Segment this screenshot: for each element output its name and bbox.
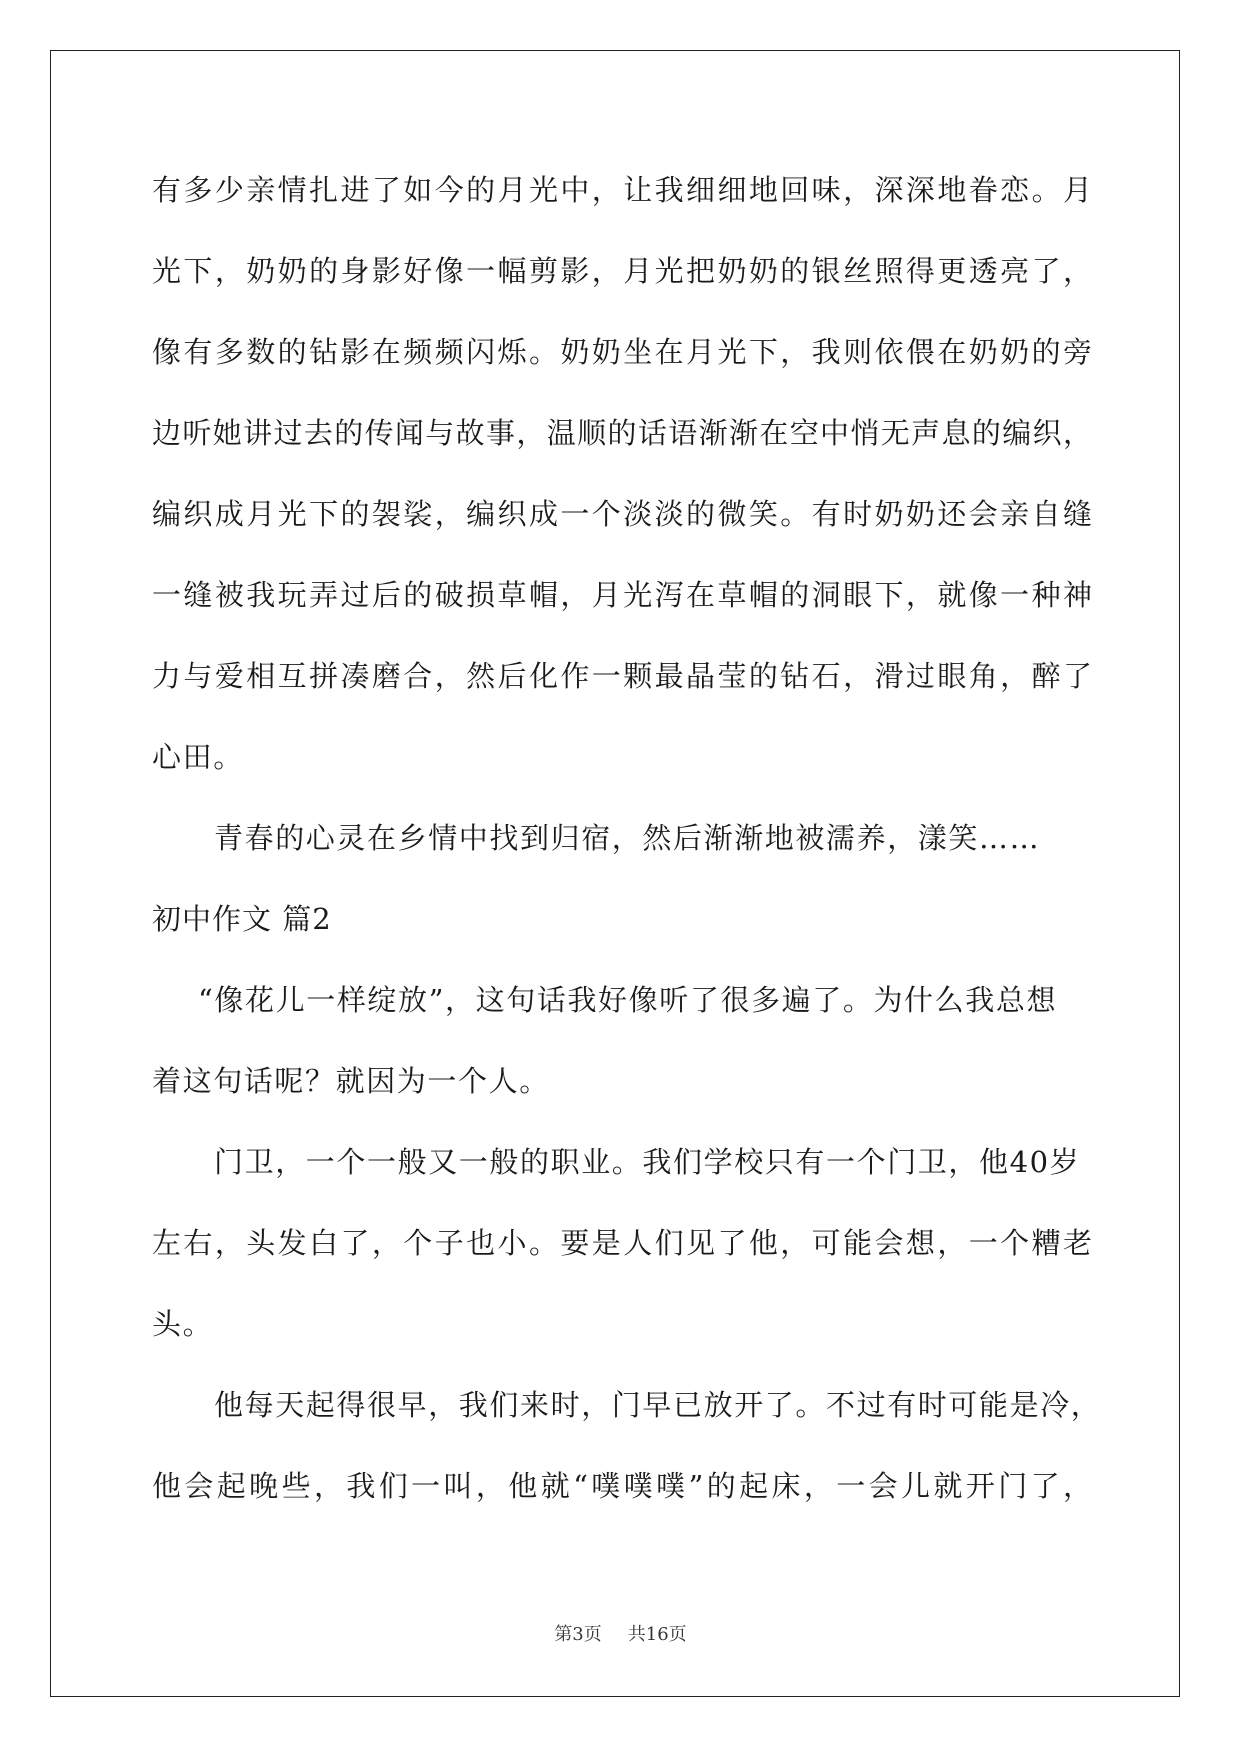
text-line: 心田。 bbox=[152, 740, 244, 774]
paragraph-line: 他每天起得很早，我们来时，门早已放开了。不过有时可能是冷， bbox=[214, 1388, 1102, 1422]
page-total: 共16页 bbox=[627, 1624, 687, 1645]
text-line: 像有多数的钻影在频频闪烁。奶奶坐在月光下，我则依偎在奶奶的旁 bbox=[152, 335, 1092, 369]
text-line: 着这句话呢？就因为一个人。 bbox=[152, 1064, 550, 1098]
paragraph-line: “像花儿一样绽放”，这句话我好像听了很多遍了。为什么我总想 bbox=[198, 983, 1058, 1017]
document-body bbox=[152, 160, 1102, 1537]
text-line: 有多少亲情扎进了如今的月光中，让我细细地回味，深深地眷恋。月 bbox=[152, 173, 1092, 207]
page-footer bbox=[0, 1620, 1241, 1646]
text-line: 左右，头发白了，个子也小。要是人们见了他，可能会想，一个糟老 bbox=[152, 1226, 1092, 1260]
section-heading: 初中作文 篇2 bbox=[152, 902, 332, 936]
text-line: 编织成月光下的袈裟，编织成一个淡淡的微笑。有时奶奶还会亲自缝 bbox=[152, 497, 1092, 531]
text-line: 边听她讲过去的传闻与故事，温顺的话语渐渐在空中悄无声息的编织， bbox=[152, 416, 1092, 450]
page-number: 第3页 bbox=[554, 1624, 602, 1645]
paragraph-line: 青春的心灵在乡情中找到归宿，然后渐渐地被濡养，漾笑…… bbox=[214, 821, 1041, 855]
text-line: 力与爱相互拼凑磨合，然后化作一颗最晶莹的钻石，滑过眼角，醉了 bbox=[152, 659, 1092, 693]
text-line: 头。 bbox=[152, 1307, 214, 1341]
text-line: 一缝被我玩弄过后的破损草帽，月光泻在草帽的洞眼下，就像一种神 bbox=[152, 578, 1092, 612]
paragraph-line: 门卫，一个一般又一般的职业。我们学校只有一个门卫，他40岁 bbox=[214, 1145, 1081, 1179]
text-line: 他会起晚些，我们一叫，他就“噗噗噗”的起床，一会儿就开门了， bbox=[152, 1469, 1092, 1503]
text-line: 光下，奶奶的身影好像一幅剪影，月光把奶奶的银丝照得更透亮了， bbox=[152, 254, 1092, 288]
